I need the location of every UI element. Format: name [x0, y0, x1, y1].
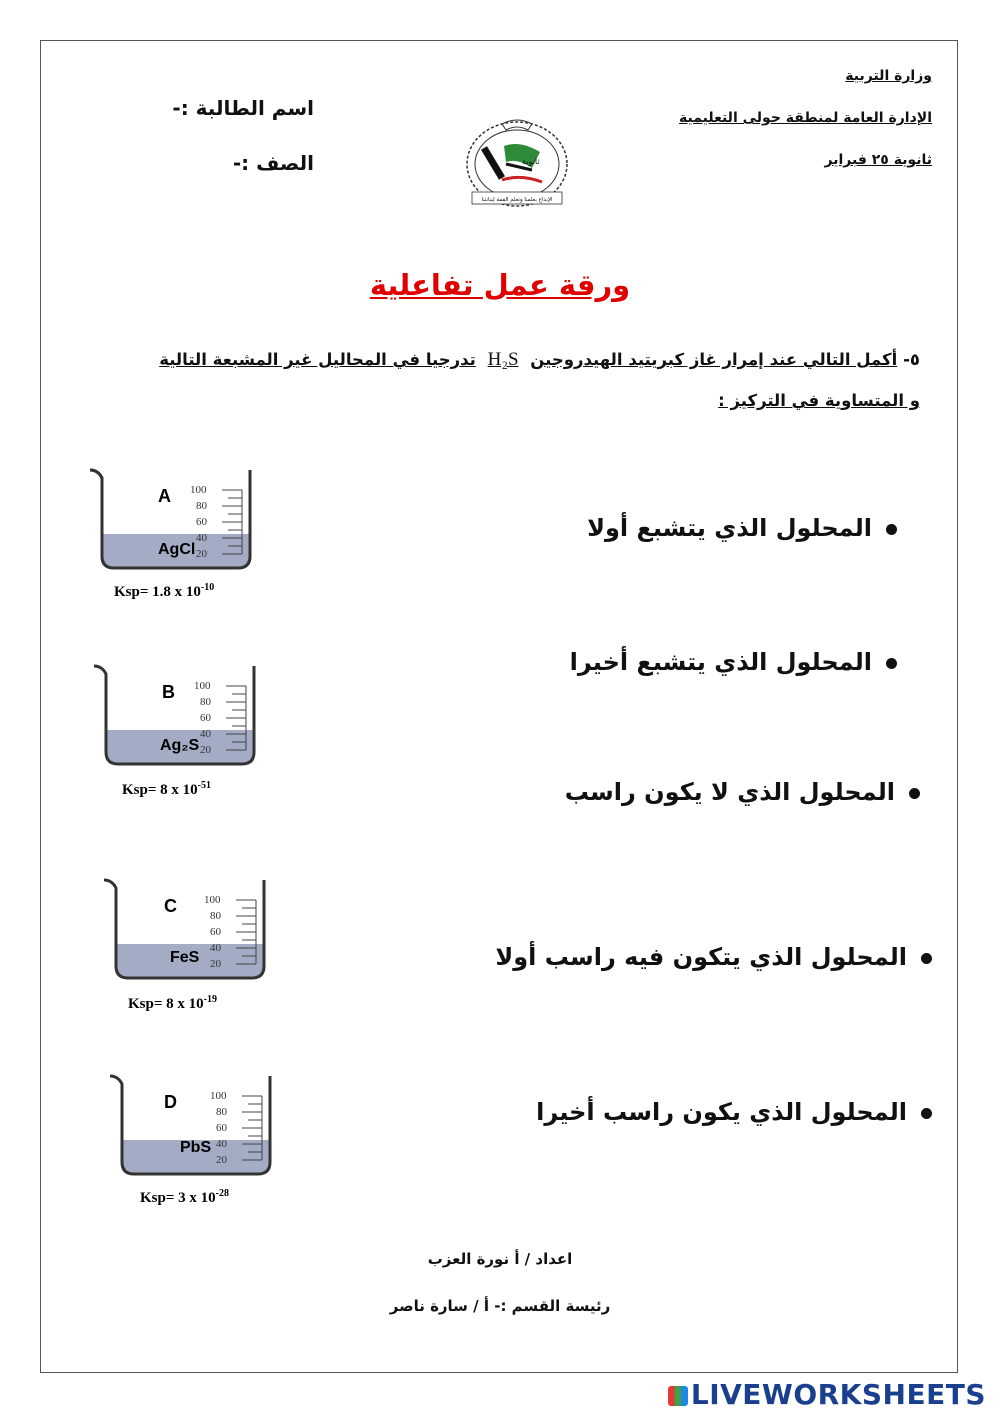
beaker-d — [106, 1070, 282, 1218]
logo-band-text: الإبداع بعلمنا وتعلم القمة لبنانتنا — [481, 197, 553, 203]
item-precipitate-last: المحلول الذي يكون راسب أخيرا — [536, 1098, 932, 1126]
instruction-line-1: ٥- أكمل التالي عند إمرار غاز كبريتيد الهيدروجين H₂S تدرجيا في المحاليل غير المشبعة التالية — [159, 349, 920, 370]
department-head: رئيسة القسم :- أ / سارة ناصر — [389, 1297, 611, 1315]
h2s-formula: H₂S — [487, 349, 519, 370]
student-name-label: اسم الطالبة :- — [172, 96, 314, 120]
class-label: الصف :- — [232, 151, 314, 175]
item-saturates-first: المحلول الذي يتشبع أولا — [587, 514, 897, 542]
beaker-c — [100, 874, 276, 1022]
beaker-compound: FeS — [170, 949, 200, 966]
school-logo — [462, 118, 572, 214]
beaker-a — [86, 464, 262, 612]
ksp-label: Ksp= 1.8 x $10^{-10}$ — [114, 582, 215, 600]
beaker-compound: Ag₂S — [160, 737, 200, 754]
beaker-b — [90, 660, 266, 808]
beaker-letter: D — [164, 1092, 177, 1112]
svg-text:100: 100 — [194, 680, 211, 692]
beaker-letter: A — [158, 486, 171, 506]
logo-text: ثانوية — [522, 157, 540, 166]
school-label: ثانوية ٢٥ فبراير — [824, 152, 932, 168]
svg-text:80: 80 — [216, 1106, 227, 1118]
svg-text:100: 100 — [204, 894, 221, 906]
bullet-icon — [909, 788, 920, 799]
svg-text:60: 60 — [196, 516, 207, 528]
beaker-letter: C — [164, 896, 177, 916]
beaker-compound: AgCl — [158, 541, 196, 558]
svg-text:40: 40 — [210, 942, 221, 954]
bullet-icon — [886, 658, 897, 669]
instruction-line-2: و المتساوية في التركيز : — [718, 391, 920, 410]
svg-text:80: 80 — [210, 910, 221, 922]
ministry-label: وزارة التربية — [845, 68, 932, 84]
ksp-label: Ksp= 3 x $10^{-28}$ — [140, 1188, 229, 1206]
question-number: ٥- — [903, 350, 920, 369]
svg-text:40: 40 — [216, 1138, 227, 1150]
prepared-by: اعداد / أ نورة العزب — [427, 1250, 573, 1268]
bullet-icon — [921, 1108, 932, 1119]
svg-text:80: 80 — [196, 500, 207, 512]
item-no-precipitate: المحلول الذي لا يكون راسب — [565, 778, 920, 806]
bullet-icon — [886, 524, 897, 535]
item-precipitate-first: المحلول الذي يتكون فيه راسب أولا — [495, 943, 932, 971]
svg-text:20: 20 — [196, 548, 207, 560]
svg-text:40: 40 — [200, 728, 211, 740]
directorate-label: الإدارة العامة لمنطقة حولى التعليمية — [679, 110, 932, 126]
svg-text:20: 20 — [216, 1154, 227, 1166]
beaker-letter: B — [162, 682, 175, 702]
svg-text:100: 100 — [210, 1090, 227, 1102]
liveworksheets-logo-icon — [668, 1386, 688, 1406]
liveworksheets-watermark: LIVEWORKSHEETS — [668, 1378, 986, 1411]
ksp-label: Ksp= 8 x $10^{-51}$ — [122, 780, 211, 798]
svg-text:60: 60 — [210, 926, 221, 938]
ksp-label: Ksp= 8 x $10^{-19}$ — [128, 994, 217, 1012]
svg-text:40: 40 — [196, 532, 207, 544]
bullet-icon — [921, 953, 932, 964]
worksheet-title: ورقة عمل تفاعلية — [369, 268, 631, 302]
svg-text:80: 80 — [200, 696, 211, 708]
beaker-compound: PbS — [180, 1139, 212, 1156]
svg-text:20: 20 — [200, 744, 211, 756]
svg-text:60: 60 — [216, 1122, 227, 1134]
svg-text:20: 20 — [210, 958, 221, 970]
svg-text:100: 100 — [190, 484, 207, 496]
item-saturates-last: المحلول الذي يتشبع أخيرا — [570, 648, 897, 676]
svg-text:60: 60 — [200, 712, 211, 724]
